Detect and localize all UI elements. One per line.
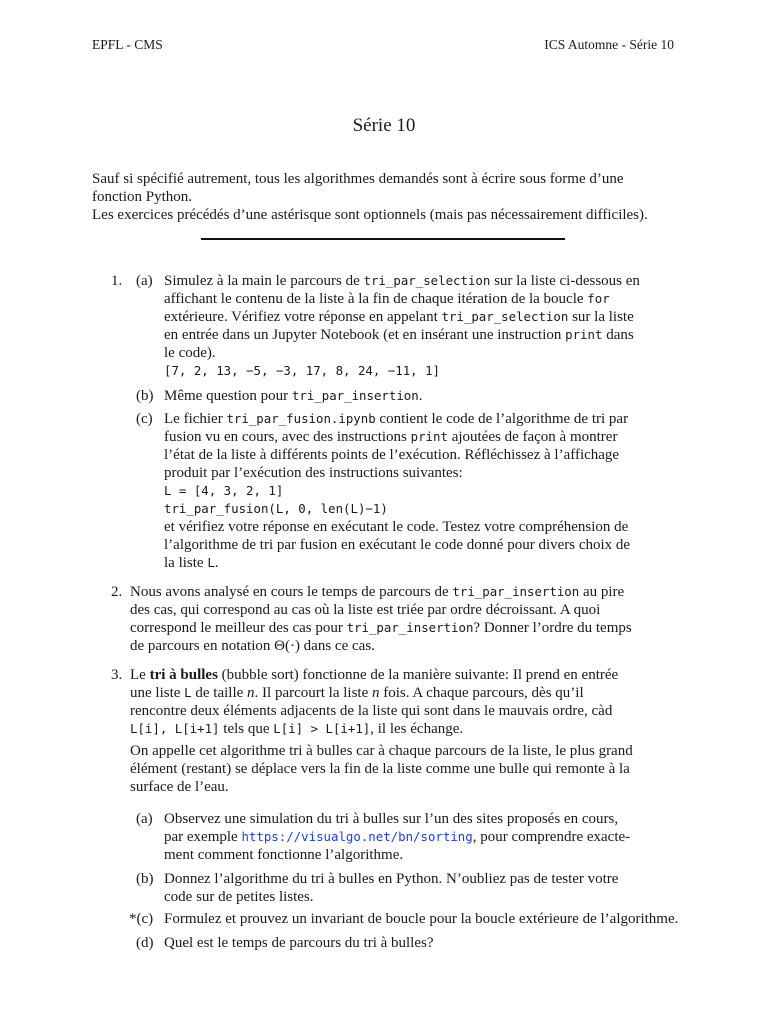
ex1a-line-5: le code). [164, 345, 216, 361]
intro-line-3: Les exercices précédés d’une astérisque sont optionnels (mais pas nécessairement difficiles). [92, 207, 648, 223]
ex3-para2-line-2: élément (restant) se déplace vers la fin de la liste comme une bulle qui remonte à la [130, 761, 630, 777]
page-title: Série 10 [352, 115, 416, 136]
visualgo-link[interactable]: https://visualgo.net/bn/sorting [241, 829, 473, 844]
ex1a-line-1: Simulez à la main le parcours de tri_par_selection sur la liste ci-dessous en [164, 273, 640, 289]
ex3-line-1: Le tri à bulles (bubble sort) fonctionne de la manière suivante: Il prend en entrée [130, 667, 619, 683]
ex1c-code-2: tri_par_fusion(L, 0, len(L)−1) [164, 501, 388, 516]
ex1c-line-4: produit par l’exécution des instructions suivantes: [164, 465, 463, 481]
ex3c-line-1: Formulez et prouvez un invariant de boucle pour la boucle extérieure de l’algorithme. [164, 911, 679, 927]
ex1-number: 1. [111, 273, 123, 289]
ex1c-line-6: l’algorithme de tri par fusion en exécutant le code donné pour divers choix de [164, 537, 631, 553]
ex1a-line-3: extérieure. Vérifiez votre réponse en appelant tri_par_selection sur la liste [164, 309, 634, 325]
intro-line-2: fonction Python. [92, 189, 192, 205]
ex1c-code-1: L = [4, 3, 2, 1] [164, 483, 284, 498]
ex1c-label: (c) [136, 411, 153, 427]
ex3d-label: (d) [136, 935, 154, 951]
ex1a-list: [7, 2, 13, −5, −3, 17, 8, 24, −11, 1] [164, 363, 441, 378]
ex3-line-2: une liste L de taille n. Il parcourt la liste n fois. A chaque parcours, dès qu’il [130, 685, 584, 701]
ex1c-line-5: et vérifiez votre réponse en exécutant le code. Testez votre compréhension de [164, 519, 629, 535]
ex3c-label: *(c) [129, 911, 154, 927]
ex3d-line-1: Quel est le temps de parcours du tri à bulles? [164, 935, 434, 951]
ex2-line-3: correspond le meilleur des cas pour tri_par_insertion? Donner l’ordre du temps [130, 620, 632, 636]
ex3-number: 3. [111, 667, 123, 683]
ex2-line-2: des cas, qui correspond au cas où la liste est triée par ordre décroissant. A quoi [130, 602, 601, 618]
ex1c-line-1: Le fichier tri_par_fusion.ipynb contient le code de l’algorithme de tri par [164, 411, 629, 427]
ex3-para2-line-1: On appelle cet algorithme tri à bulles car à chaque parcours de la liste, le plus grand [130, 743, 633, 759]
ex2-line-1: Nous avons analysé en cours le temps de parcours de tri_par_insertion au pire [130, 584, 625, 600]
ex3-para2-line-3: surface de l’eau. [130, 779, 229, 795]
ex1b-line: Même question pour tri_par_insertion. [164, 388, 423, 404]
ex3b-line-1: Donnez l’algorithme du tri à bulles en Python. N’oubliez pas de tester votre [164, 871, 619, 887]
horizontal-rule [201, 238, 565, 240]
ex1c-line-2: fusion vu en cours, avec des instructions print ajoutées de façon à montrer [164, 429, 618, 445]
ex3a-line-3: ment comment fonctionne l’algorithme. [164, 847, 404, 863]
ex1b-label: (b) [136, 388, 154, 404]
ex3a-label: (a) [136, 811, 153, 827]
ex3a-line-1: Observez une simulation du tri à bulles sur l’un des sites proposés en cours, [164, 811, 619, 827]
ex1a-label: (a) [136, 273, 153, 289]
ex3-line-3: rencontre deux éléments adjacents de la liste qui sont dans le mauvais ordre, càd [130, 703, 613, 719]
ex1c-line-3: l’état de la liste à différents points de l’exécution. Réfléchissez à l’affichage [164, 447, 620, 463]
ex1a-line-2: affichant le contenu de la liste à la fin de chaque itération de la boucle for [164, 291, 610, 307]
header-left: EPFL - CMS [92, 37, 163, 52]
ex1a-line-4: en entrée dans un Jupyter Notebook (et en insérant une instruction print dans [164, 327, 634, 343]
ex3b-label: (b) [136, 871, 154, 887]
ex3a-line-2: par exemple https://visualgo.net/bn/sorting, pour comprendre exacte- [164, 829, 631, 845]
ex2-line-4: de parcours en notation Θ(·) dans ce cas. [130, 638, 375, 654]
ex3-line-4: L[i], L[i+1] tels que L[i] > L[i+1], il les échange. [130, 721, 464, 737]
ex1c-line-7: la liste L. [164, 555, 219, 571]
intro-line-1: Sauf si spécifié autrement, tous les algorithmes demandés sont à écrire sous forme d’une [92, 171, 624, 187]
ex3b-line-2: code sur de petites listes. [164, 889, 314, 905]
header-right: ICS Automne - Série 10 [544, 37, 674, 52]
ex2-number: 2. [111, 584, 123, 600]
